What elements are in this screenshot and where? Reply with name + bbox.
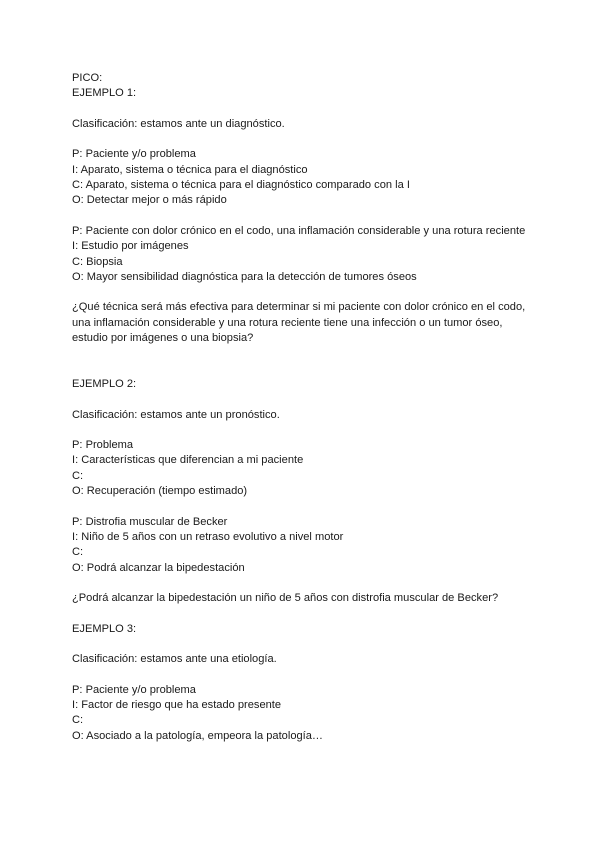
example-1-instance-o: O: Mayor sensibilidad diagnóstica para la detección de tumores óseos bbox=[72, 270, 417, 283]
example-3-heading: EJEMPLO 3: bbox=[72, 622, 137, 635]
example-1-template-i: I: Aparato, sistema o técnica para el diagnóstico bbox=[72, 163, 308, 176]
example-2-heading: EJEMPLO 2: bbox=[72, 377, 137, 390]
example-2-instance-o: O: Podrá alcanzar la bipedestación bbox=[72, 561, 245, 574]
example-3-template-c: C: bbox=[72, 714, 84, 727]
example-2-template-i: I: Características que diferencian a mi paciente bbox=[72, 454, 304, 467]
example-2-instance-i: I: Niño de 5 años con un retraso evolutivo a nivel motor bbox=[72, 530, 344, 543]
example-1-question-line-1: ¿Qué técnica será más efectiva para determinar si mi paciente con dolor crónico en el codo, bbox=[72, 301, 526, 314]
example-2-classification: Clasificación: estamos ante un pronóstico. bbox=[72, 408, 280, 421]
example-1-question-line-3: estudio por imágenes o una biopsia? bbox=[72, 332, 254, 345]
example-1-instance-p: P: Paciente con dolor crónico en el codo, una inflamación considerable y una rotura reciente bbox=[72, 224, 526, 237]
example-2-instance-c: C: bbox=[72, 546, 84, 559]
example-2-template-p: P: Problema bbox=[72, 439, 134, 452]
example-2-instance-p: P: Distrofia muscular de Becker bbox=[72, 515, 228, 528]
example-1-template-o: O: Detectar mejor o más rápido bbox=[72, 194, 227, 207]
example-3-template-o: O: Asociado a la patología, empeora la patología… bbox=[72, 729, 324, 742]
example-1-template-c: C: Aparato, sistema o técnica para el diagnóstico comparado con la I bbox=[72, 179, 410, 192]
example-3-classification: Clasificación: estamos ante una etiología. bbox=[72, 653, 277, 666]
example-2-template-c: C: bbox=[72, 469, 84, 482]
example-1-question-line-2: una inflamación considerable y una rotura reciente tiene una infección o un tumor óseo, bbox=[72, 316, 503, 329]
example-1-instance-c: C: Biopsia bbox=[72, 255, 123, 268]
example-2-question: ¿Podrá alcanzar la bipedestación un niño de 5 años con distrofia muscular de Becker? bbox=[72, 592, 499, 605]
document-title: PICO: bbox=[72, 72, 103, 84]
example-1-classification: Clasificación: estamos ante un diagnóstico. bbox=[72, 117, 285, 130]
document-page bbox=[72, 71, 542, 744]
example-3-template-p: P: Paciente y/o problema bbox=[72, 683, 196, 696]
example-3-template-i: I: Factor de riesgo que ha estado presente bbox=[72, 699, 282, 712]
example-1-template-p: P: Paciente y/o problema bbox=[72, 148, 196, 161]
example-1-instance-i: I: Estudio por imágenes bbox=[72, 240, 189, 253]
example-1-heading: EJEMPLO 1: bbox=[72, 87, 137, 100]
example-2-template-o: O: Recuperación (tiempo estimado) bbox=[72, 485, 248, 498]
